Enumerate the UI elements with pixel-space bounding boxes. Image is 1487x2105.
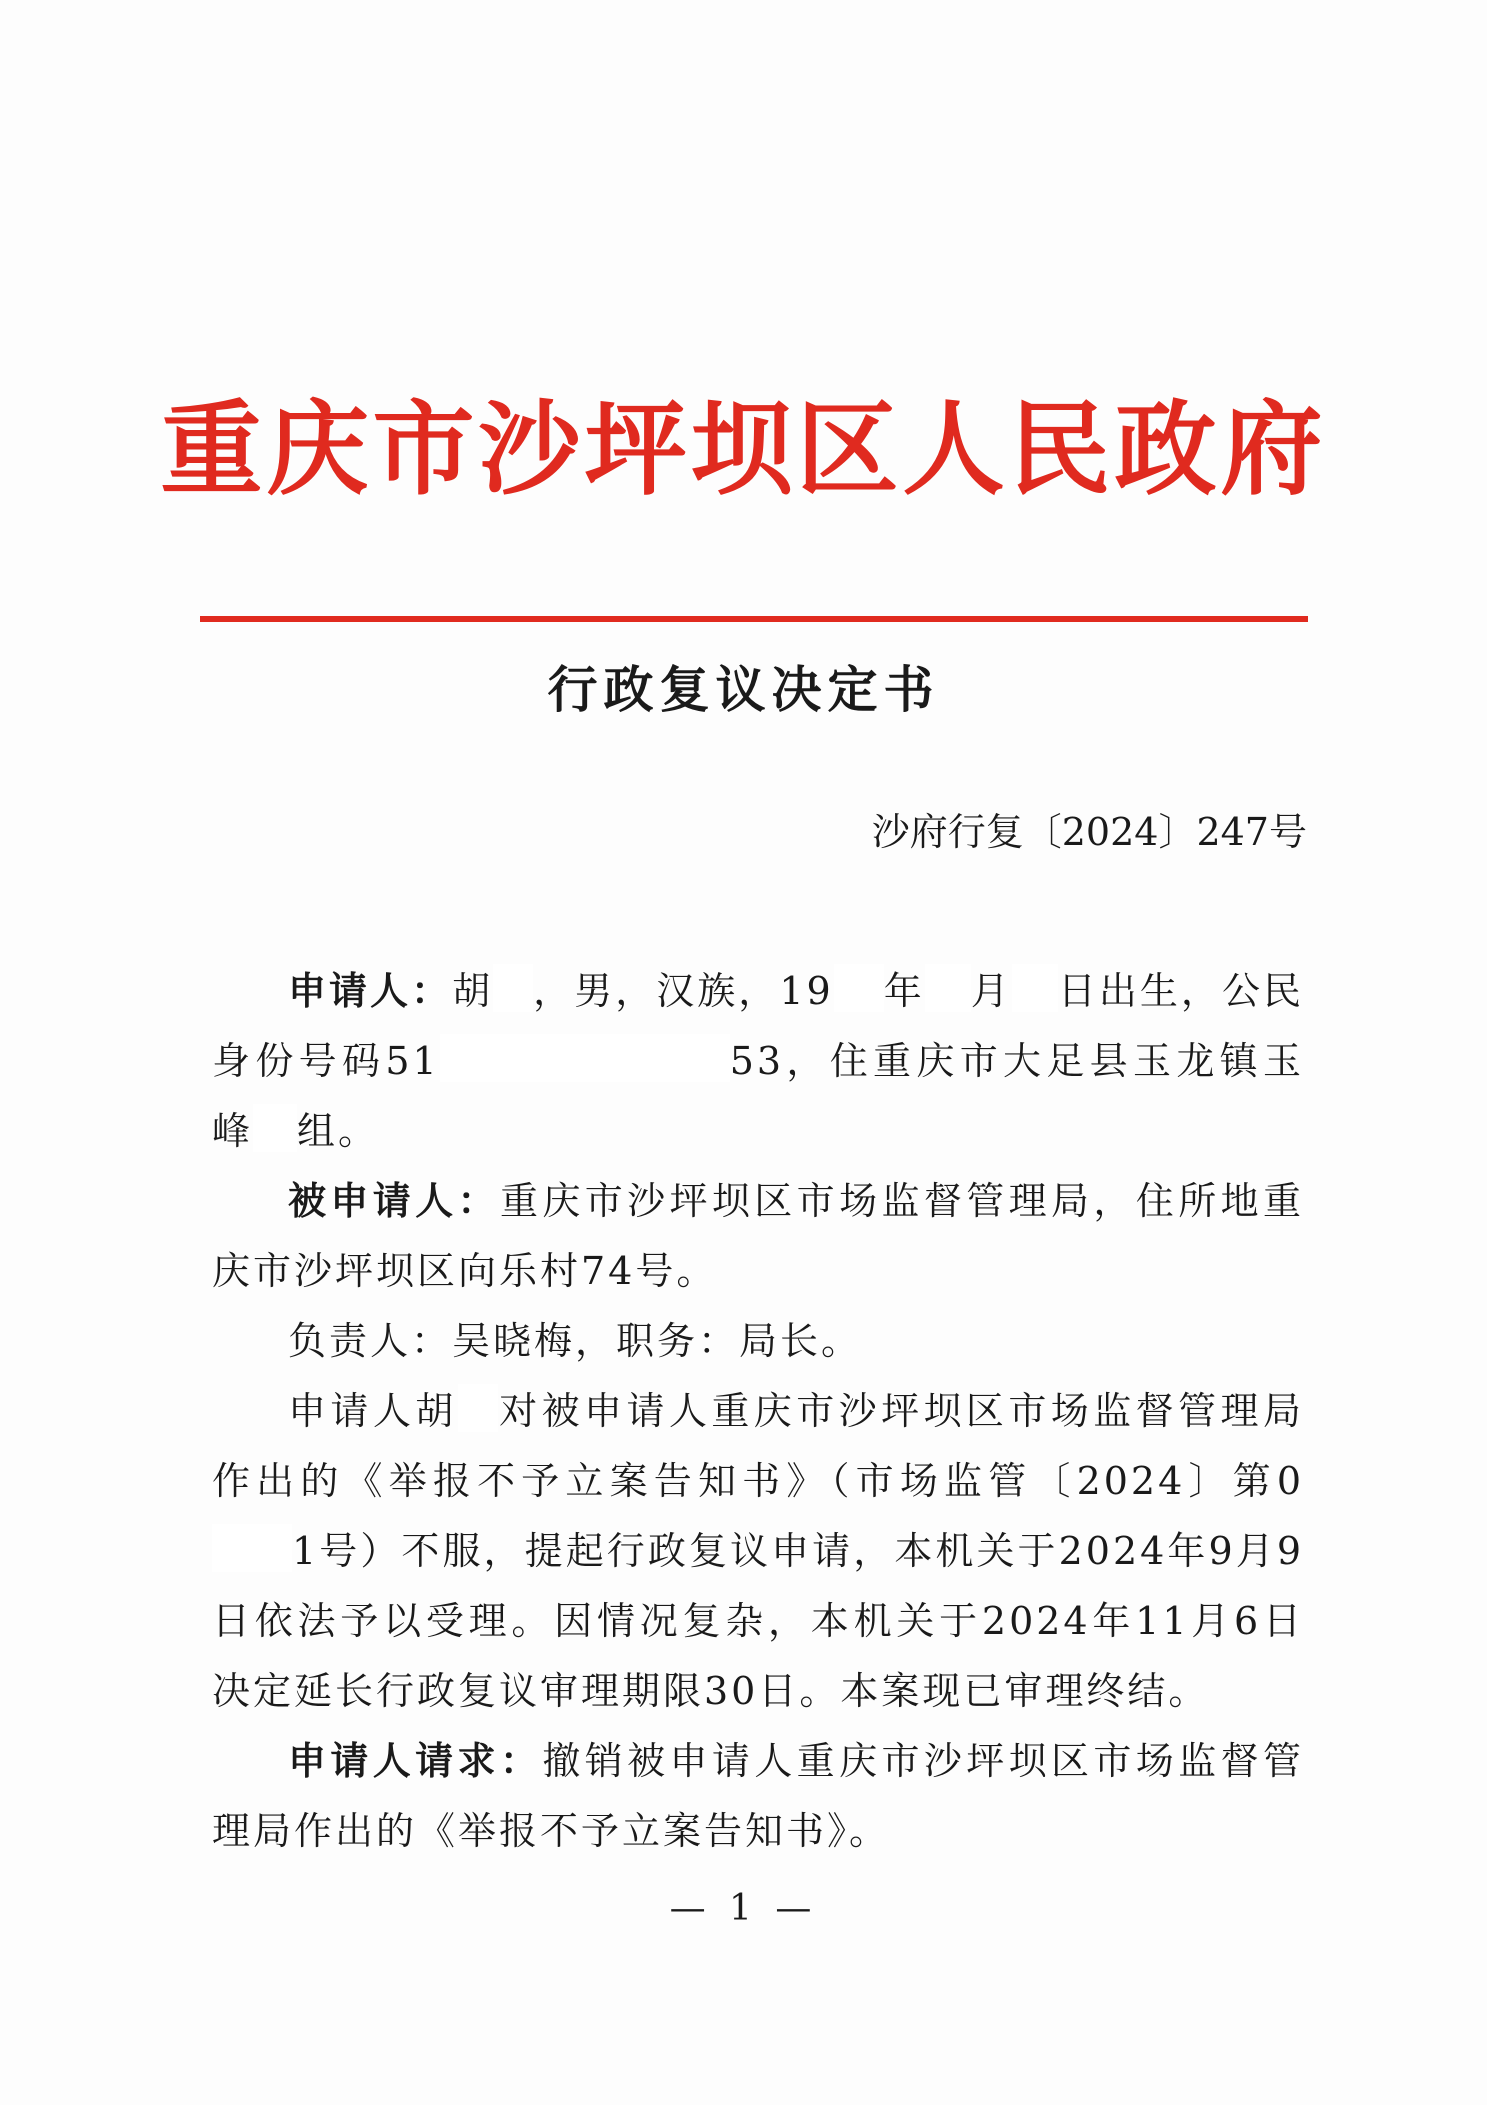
responsible-person-text: 负责人：吴晓梅，职务：局长。	[288, 1319, 863, 1363]
applicant-text-6: 53，住重庆市大足县玉龙镇玉峰	[212, 1039, 1305, 1153]
applicant-text-4: 月	[970, 969, 1012, 1013]
case-text-1: 申请人胡	[288, 1389, 458, 1433]
redaction-block	[440, 1034, 730, 1082]
respondent-paragraph	[212, 1166, 1304, 1306]
request-text: 撤销被申请人重庆市沙坪坝区市场监督管理局作出的《举报不予立案告知书》。	[212, 1739, 1304, 1853]
applicant-text-3: 年	[883, 969, 925, 1013]
document-title: 行政复议决定书	[547, 660, 940, 719]
applicant-text-5: 日出生，公民身份号码51	[212, 969, 1304, 1083]
masthead-title: 重庆市沙坪坝区人民政府	[160, 390, 1327, 510]
request-paragraph	[212, 1726, 1304, 1866]
redaction-block	[925, 964, 971, 1012]
applicant-label: 申请人：	[288, 968, 453, 1013]
case-text-2: 对被申请人重庆市沙坪坝区市场监督管理局作出的《举报不予立案告知书》（市场监管〔2024〕第0	[212, 1389, 1304, 1503]
redaction-block	[212, 1524, 292, 1572]
case-text-3: 1号）不服，提起行政复议申请，本机关于2024年9月9日依法予以受理。因情况复杂，本机关于2024年11月6日决定延长行政复议审理期限30日。本案现已审理终结。	[212, 1529, 1304, 1713]
document-body	[212, 956, 1304, 1866]
responsible-person-paragraph	[212, 1306, 1304, 1376]
case-background-paragraph	[212, 1376, 1304, 1726]
redaction-block	[1012, 964, 1058, 1012]
redaction-block	[253, 1104, 297, 1152]
applicant-text-1: 胡	[452, 969, 494, 1013]
applicant-text-2: ，男，汉族，19	[533, 969, 834, 1013]
applicant-text-7: 组。	[297, 1109, 380, 1153]
document-number: 沙府行复〔2024〕247号	[871, 810, 1307, 854]
request-label: 申请人请求：	[288, 1738, 543, 1783]
applicant-paragraph	[212, 956, 1304, 1166]
redaction-block	[493, 964, 533, 1012]
redaction-block	[458, 1384, 498, 1432]
respondent-text: 重庆市沙坪坝区市场监督管理局，住所地重庆市沙坪坝区向乐村74号。	[212, 1179, 1304, 1293]
respondent-label: 被申请人：	[288, 1178, 500, 1223]
page-number: — 1 —	[669, 1888, 818, 1929]
redaction-block	[834, 964, 884, 1012]
red-divider-rule	[200, 616, 1308, 622]
